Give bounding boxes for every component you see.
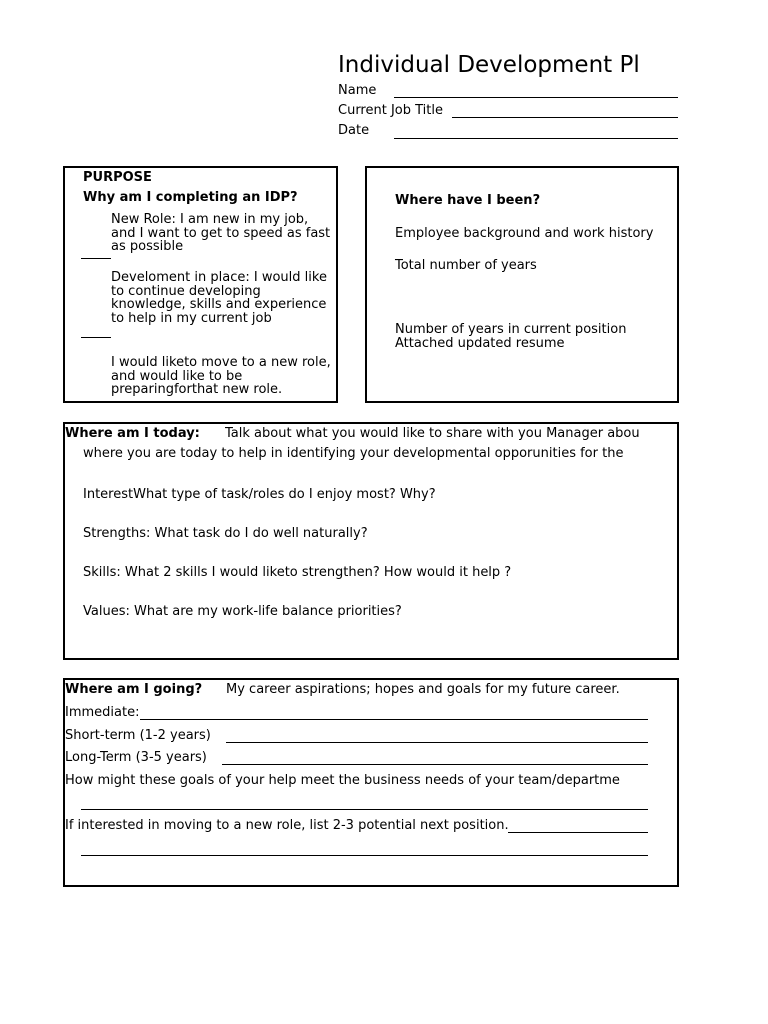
going-immediate-field[interactable]	[140, 719, 648, 720]
page-title: Individual Development Pl	[338, 52, 640, 78]
going-long-term-label: Long-Term (3-5 years)	[65, 750, 207, 765]
purpose-question: Why am I completing an IDP?	[83, 190, 298, 205]
date-label: Date	[338, 123, 370, 138]
going-business-needs-field[interactable]	[81, 809, 648, 810]
been-total-years: Total number of years	[395, 258, 537, 273]
today-intro-line1: Talk about what you would like to share with you Manager abou	[225, 426, 640, 441]
going-intro: My career aspirations; hopes and goals for my future career.	[226, 682, 620, 697]
going-business-needs-label: How might these goals of your help meet the business needs of your team/departme	[65, 773, 620, 788]
purpose-heading: PURPOSE	[83, 170, 152, 185]
purpose-option-new-role-checkbox[interactable]	[81, 258, 111, 259]
name-field[interactable]	[394, 97, 678, 98]
going-heading: Where am I going?	[65, 682, 203, 697]
going-next-position-label: If interested in moving to a new role, list 2-3 potential next position.	[65, 818, 509, 833]
today-heading: Where am I today:	[65, 426, 200, 441]
been-heading: Where have I been?	[395, 193, 541, 208]
today-strengths: Strengths: What task do I do well naturally?	[83, 526, 368, 541]
going-short-term-label: Short-term (1-2 years)	[65, 728, 211, 743]
been-resume: Attached updated resume	[395, 336, 565, 351]
purpose-option-new-role-prep: I would liketo move to a new role, and would like to be preparingforthat new role.	[111, 355, 331, 397]
going-next-position-field-1[interactable]	[508, 832, 648, 833]
date-field[interactable]	[394, 138, 678, 139]
been-background: Employee background and work history	[395, 226, 654, 241]
purpose-option-develop-in-place-checkbox[interactable]	[81, 337, 111, 338]
name-label: Name	[338, 83, 377, 98]
going-immediate-label: Immediate:	[65, 705, 140, 720]
today-interest: InterestWhat type of task/roles do I enjoy most? Why?	[83, 487, 436, 502]
going-short-term-field[interactable]	[226, 742, 648, 743]
purpose-option-new-role: New Role: I am new in my job, and I want to get to speed as fast as possible	[111, 212, 331, 254]
going-next-position-field-2[interactable]	[81, 855, 648, 856]
job-title-label: Current Job Title	[338, 103, 443, 118]
job-title-field[interactable]	[452, 117, 678, 118]
today-intro-line2: where you are today to help in identifying your developmental opporunities for the	[83, 446, 624, 461]
going-long-term-field[interactable]	[222, 764, 648, 765]
purpose-option-develop-in-place: Develoment in place: I would like to continue developing knowledge, skills and experience to help in my current job	[111, 270, 327, 326]
today-values: Values: What are my work-life balance priorities?	[83, 604, 402, 619]
today-skills: Skills: What 2 skills I would liketo strengthen? How would it help ?	[83, 565, 512, 580]
been-years-current: Number of years in current position	[395, 322, 627, 337]
